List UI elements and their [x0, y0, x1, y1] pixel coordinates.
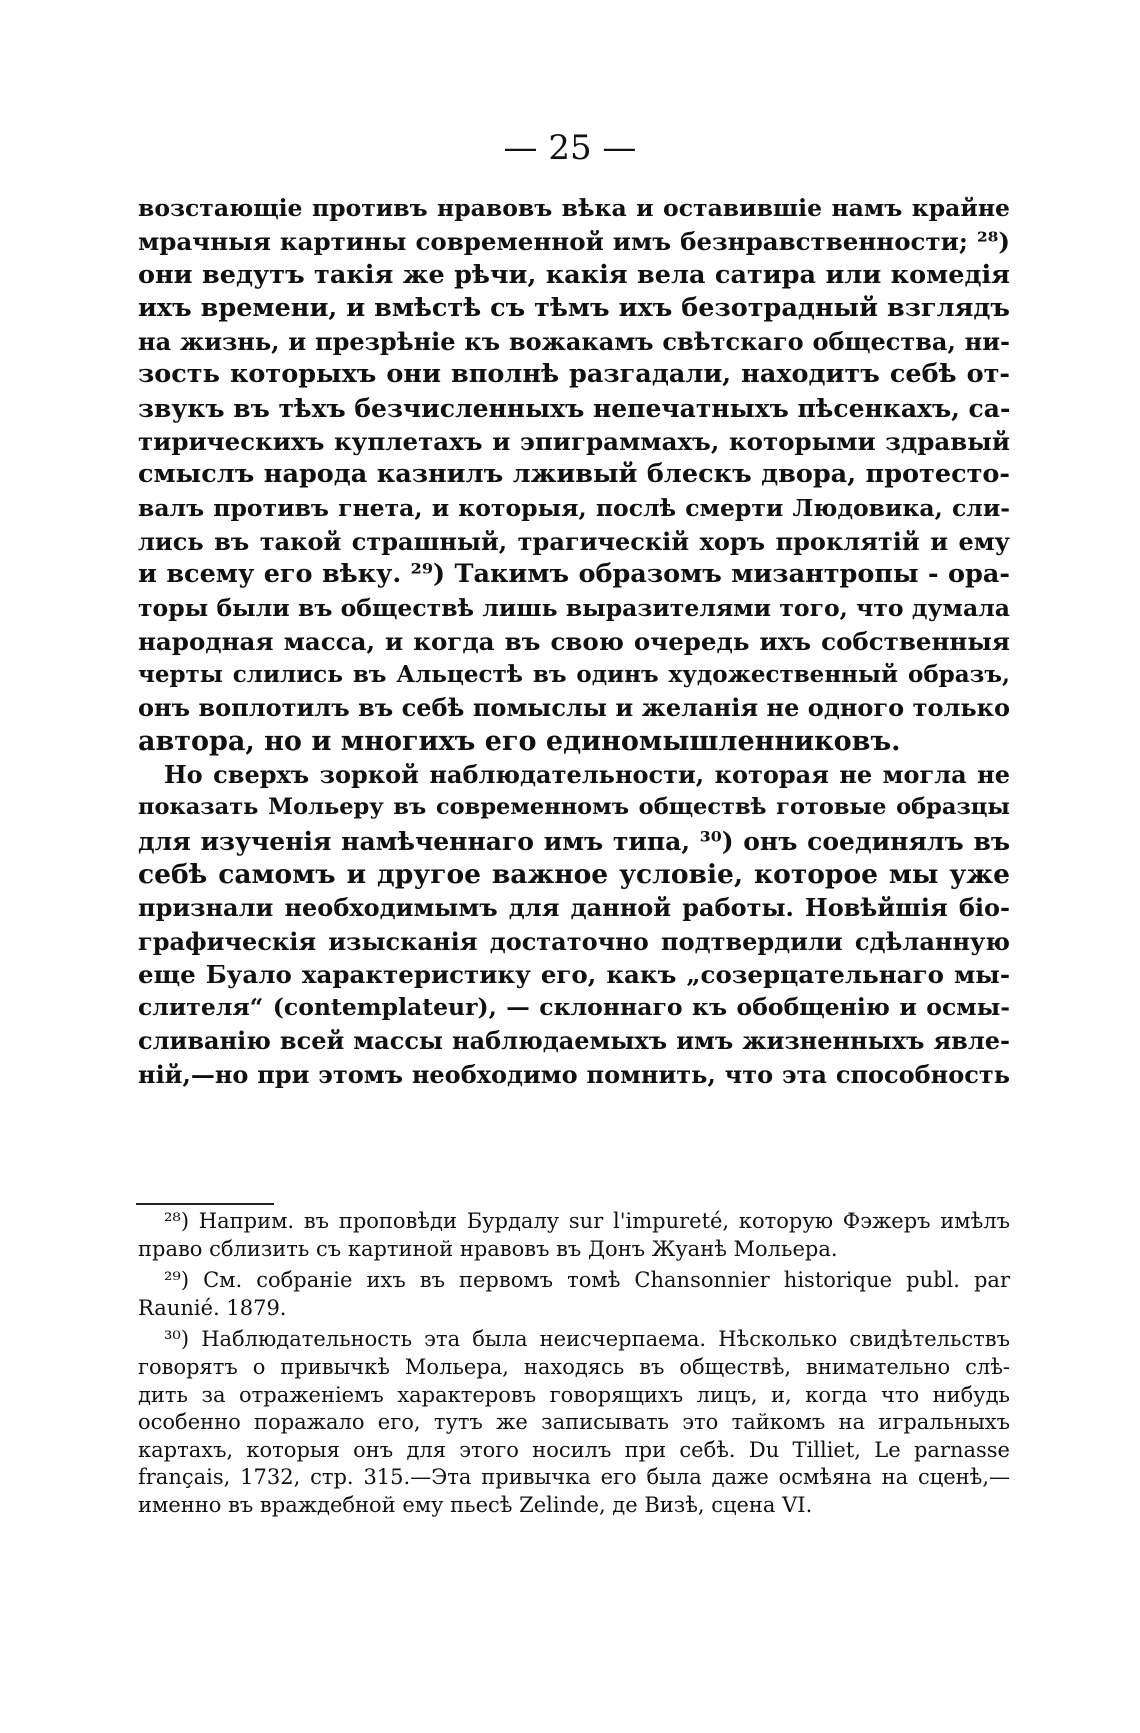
footnote-line: говорятъ о привычкѣ Мольера, находясь въ обществѣ, внимательно слѣ- [138, 1354, 1010, 1379]
paragraph-2 [138, 758, 1010, 1091]
text-line: возстающіе противъ нравовъ вѣка и оставившіе намъ крайне [138, 194, 1010, 222]
paragraph-1 [138, 192, 1010, 758]
text-line: сливанію всей массы наблюдаемыхъ имъ жизненныхъ явле- [138, 1026, 1010, 1056]
text-line: смыслъ народа казнилъ лживый блескъ двора, протесто- [138, 459, 1010, 490]
text-line: мрачныя картины современной имъ безнравственности; ²⁸) [138, 227, 1010, 257]
text-line: себѣ самомъ и другое важное условіе, которое мы уже [138, 858, 1010, 890]
text-line: тирическихъ куплетахъ и эпиграммахъ, которыми здравый [138, 427, 1010, 457]
page-number: — 25 — [503, 128, 637, 168]
text-line: графическія изысканія достаточно подтвердили сдѣланную [138, 926, 1010, 956]
text-line: лись въ такой страшный, трагическій хоръ проклятій и ему [138, 526, 1010, 556]
text-line: для изученія намѣченнаго имъ типа, ³⁰) онъ соединялъ въ [138, 826, 1010, 856]
text-line: автора, но и многихъ его единомышленниковъ. [138, 725, 901, 757]
text-line: торы были въ обществѣ лишь выразителями того, что думала [138, 593, 1010, 622]
text-line: и всему его вѣку. ²⁹) Такимъ образомъ мизантропы - ора- [138, 559, 1010, 590]
footnote-30 [138, 1326, 1010, 1519]
footnote-line: право сблизить съ картиной нравовъ въ Донъ Жуанѣ Мольера. [138, 1236, 838, 1261]
footnote-28 [138, 1208, 1010, 1263]
text-line: онъ воплотилъ въ себѣ помыслы и желанія не одного только [138, 693, 1010, 723]
text-line: еще Буало характеристику его, какъ „созерцательнаго мы- [138, 959, 1010, 989]
text-line: народная масса, и когда въ свою очередь ихъ собственныя [138, 626, 1010, 656]
footnote-line: français, 1732, стр. 315.—Эта привычка его была даже осмѣяна на сценѣ,— [138, 1465, 1010, 1490]
footnote-separator [136, 1203, 274, 1205]
footnote-29 [138, 1267, 1010, 1322]
text-line: Но сверхъ зоркой наблюдательности, которая не могла не [164, 760, 1010, 790]
footnote-line: картахъ, которыя онъ для этого носилъ при себѣ. Du Tilliet, Le parnasse [138, 1437, 1010, 1462]
text-line: они ведутъ такія же рѣчи, какія вела сатира или комедія [138, 259, 1010, 290]
footnote-line: ³⁰) Наблюдательность эта была неисчерпаема. Нѣсколько свидѣтельствъ [164, 1327, 1010, 1352]
text-line: слителя“ (contemplateur), — склоннаго къ обобщенію и осмы- [138, 993, 1010, 1022]
main-text [138, 192, 1010, 1091]
text-line: признали необходимымъ для данной работы. Новѣйшія біо- [138, 893, 1010, 923]
text-line: зость которыхъ они вполнѣ разгадали, находитъ себѣ от- [138, 359, 1010, 390]
footnote-line: именно въ враждебной ему пьесѣ Zelinde, де Визѣ, сцена VI. [138, 1492, 813, 1517]
text-line: показать Мольеру въ современномъ обществѣ готовые образцы [138, 794, 1010, 821]
footnote-line: ²⁸) Наприм. въ проповѣди Бурдалу sur l'impureté, которую Фэжеръ имѣлъ [164, 1209, 1010, 1233]
text-line: валъ противъ гнета, и которыя, послѣ смерти Людовика, сли- [138, 493, 1010, 522]
footnote-line: особенно поражало его, тутъ же записывать это тайкомъ на игральныхъ [138, 1410, 1010, 1435]
footnote-line: Raunié. 1879. [138, 1295, 287, 1320]
text-line: черты слились въ Альцестѣ въ одинъ художественный образъ, [138, 661, 1010, 689]
text-line: ихъ времени, и вмѣстѣ съ тѣмъ ихъ безотрадный взглядъ [138, 292, 1010, 323]
footnote-line: ²⁹) См. собраніе ихъ въ первомъ томѣ Chansonnier historique publ. par [164, 1268, 1010, 1293]
footnotes [138, 1208, 1010, 1524]
text-line: на жизнь, и презрѣніе къ вожакамъ свѣтскаго общества, ни- [138, 327, 1010, 357]
text-line: звукъ въ тѣхъ безчисленныхъ непечатныхъ пѣсенкахъ, са- [138, 393, 1011, 423]
text-line: ній,—но при этомъ необходимо помнить, что эта способность [138, 1059, 1010, 1089]
footnote-line: дить за отраженіемъ характеровъ говорящихъ лицъ, и, когда что нибудь [138, 1382, 1010, 1407]
